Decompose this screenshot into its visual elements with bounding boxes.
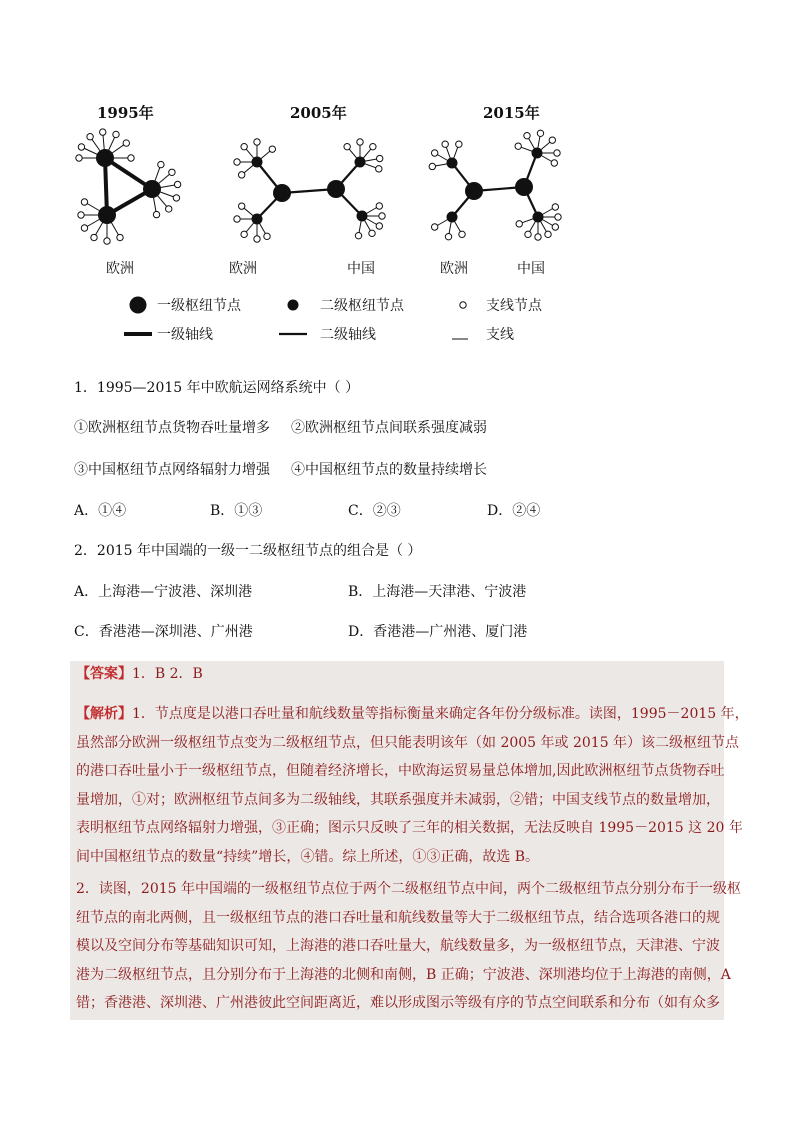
- hub2-node: [447, 158, 458, 169]
- branch-node: [166, 206, 172, 212]
- q1-statement-1: ①欧洲枢纽节点货物吞吐量增多: [74, 420, 270, 436]
- branch-node: [264, 233, 270, 239]
- branch-node: [535, 234, 541, 240]
- branch-node: [552, 224, 558, 230]
- branch-node: [234, 159, 240, 165]
- hub1-node: [515, 178, 533, 196]
- q1-statement-3: ③中国枢纽节点网络辐射力增强: [74, 462, 270, 478]
- legend-axis2-label: 二级轴线: [320, 327, 376, 343]
- q2-option-a[interactable]: A．上海港—宁波港、深圳港: [74, 584, 253, 600]
- branch-node: [379, 213, 385, 219]
- q2-option-c[interactable]: C．香港港—深圳港、广州港: [74, 624, 253, 640]
- branch-node: [104, 238, 110, 244]
- branch-node: [515, 143, 521, 149]
- branch-node: [174, 181, 180, 187]
- q1-stem: 1．1995—2015 年中欧航运网络系统中（ ）: [74, 380, 360, 396]
- analysis-tag: 【解析】: [76, 706, 132, 722]
- q1-option-b[interactable]: B．①③: [210, 503, 263, 519]
- branch-node: [254, 236, 260, 242]
- answer-tag: 【答案】: [76, 666, 132, 682]
- hub1-node: [465, 182, 483, 200]
- region-label-europe-1995: 欧洲: [106, 261, 134, 277]
- branch-node: [459, 231, 465, 237]
- branch-node: [254, 139, 260, 145]
- branch-node: [524, 132, 530, 138]
- analysis-line: 【解析】1．节点度是以港口吞吐量和航线数量等指标衡量来确定各年份分级标准。读图，1995－2015 年，: [76, 706, 749, 722]
- branch-node: [445, 233, 451, 239]
- analysis-line: 间中国枢纽节点的数量“持续”增长，④错。综上所述，①③正确，故选 B。: [76, 848, 540, 865]
- q2-stem: 2．2015 年中国端的一级一二级枢纽节点的组合是（ ）: [74, 543, 422, 559]
- branch-node: [555, 214, 561, 220]
- branch-node: [456, 141, 462, 147]
- legend-branch-node-symbol: [460, 302, 466, 308]
- q1-statement-4: ④中国枢纽节点的数量持续增长: [291, 462, 487, 478]
- legend-hub1-symbol: [130, 297, 147, 314]
- branch-node: [376, 203, 382, 209]
- hub2-node: [355, 157, 366, 168]
- branch-node: [158, 161, 164, 167]
- branch-node: [78, 212, 84, 218]
- branch-node: [238, 203, 244, 209]
- region-label-europe-2015: 欧洲: [440, 261, 468, 277]
- q2-option-d[interactable]: D．香港港—广州港、厦门港: [348, 624, 528, 640]
- legend-branch-node-label: 支线节点: [486, 298, 542, 314]
- branch-node: [153, 211, 159, 217]
- region-label-china-2015: 中国: [517, 261, 545, 277]
- branch-node: [376, 166, 382, 172]
- analysis-paragraph-2: [76, 875, 741, 1018]
- branch-node: [78, 144, 84, 150]
- region-label-china-2005: 中国: [347, 261, 375, 277]
- q1-option-c[interactable]: C．②③: [348, 503, 401, 519]
- legend-branch-label: 支线: [486, 327, 514, 343]
- analysis-line: 纽节点的南北两侧，且一级枢纽节点的港口吞吐量和航线数量等大于二级枢纽节点，结合选项各港口的规: [76, 909, 720, 926]
- branch-node: [442, 141, 448, 147]
- branch-node: [81, 225, 87, 231]
- analysis-line: 表明枢纽节点网络辐射力增强，③正确；图示只反映了三年的相关数据，无法反映自 1995－2015 这 20 年: [76, 820, 743, 836]
- branch-node: [238, 172, 244, 178]
- analysis-line: 港为二级枢纽节点，且分别分布于上海港的北侧和南侧，B 正确；宁波港、深圳港均位于上海港的南侧，A: [76, 966, 731, 983]
- hub1-node: [273, 184, 291, 202]
- branch-node: [81, 199, 87, 205]
- q1-option-d[interactable]: D．②④: [487, 503, 541, 519]
- analysis-line: 的港口吞吐量小于一级枢纽节点，但随着经济增长，中欧海运贸易量总体增加,因此欧洲枢纽节点货物吞吐: [76, 763, 725, 779]
- hub2-node: [252, 214, 263, 225]
- legend-hub2-symbol: [288, 300, 299, 311]
- q1-statement-2: ②欧洲枢纽节点间联系强度减弱: [291, 420, 487, 436]
- branch-node: [91, 234, 97, 240]
- branch-node: [549, 137, 555, 143]
- branch-node: [552, 204, 558, 210]
- analysis-line: 量增加，①对；欧洲枢纽节点间多为二级轴线，其联系强度并未减弱，②错；中国支线节点的数量增加，: [76, 791, 720, 808]
- branch-node: [87, 134, 93, 140]
- year-label-2005: 2005年: [290, 104, 347, 122]
- branch-node: [551, 160, 557, 166]
- legend-axis1-label: 一级轴线: [157, 327, 213, 343]
- branch-node: [429, 163, 435, 169]
- network-figure: [0, 0, 794, 360]
- branch-node: [357, 139, 363, 145]
- branch-node: [525, 231, 531, 237]
- hub1-node: [143, 180, 161, 198]
- hub2-node: [532, 148, 543, 159]
- branch-node: [376, 155, 382, 161]
- branch-node: [123, 140, 129, 146]
- branch-node: [76, 155, 82, 161]
- year-label-1995: 1995年: [97, 104, 154, 122]
- answer-line: [76, 664, 203, 684]
- region-label-europe-2005: 欧洲: [229, 261, 257, 277]
- q1-option-a[interactable]: A．①④: [74, 503, 127, 519]
- branch-node: [554, 150, 560, 156]
- hub1-node: [96, 149, 114, 167]
- branch-node: [113, 131, 119, 137]
- branch-node: [241, 143, 247, 149]
- hub2-node: [533, 212, 544, 223]
- hub2-node: [252, 157, 263, 168]
- branch-node: [376, 223, 382, 229]
- branch-node: [169, 169, 175, 175]
- legend-hub1-label: 一级枢纽节点: [157, 298, 241, 314]
- branch-node: [355, 232, 361, 238]
- analysis-line: 虽然部分欧洲一级枢纽节点变为二级枢纽节点，但只能表明该年（如 2005 年或 2015 年）该二级枢纽节点: [76, 734, 740, 751]
- legend: [124, 297, 543, 344]
- branch-node: [516, 221, 522, 227]
- branch-node: [431, 150, 437, 156]
- hub2-node: [447, 212, 458, 223]
- branch-node: [370, 143, 376, 149]
- branch-node: [234, 216, 240, 222]
- legend-hub2-label: 二级枢纽节点: [320, 298, 404, 314]
- analysis-line: 模以及空间分布等基础知识可知，上海港的港口吞吐量大，航线数量多，为一级枢纽节点，天津港、宁波: [76, 938, 720, 954]
- branch-node: [369, 230, 375, 236]
- hub2-node: [357, 211, 368, 222]
- hub1-node: [327, 180, 345, 198]
- hub1-node: [98, 206, 116, 224]
- analysis-paragraph-1: [76, 700, 749, 871]
- branch-node: [545, 231, 551, 237]
- analysis-line: 错；香港港、深圳港、广州港彼此空间距离近，难以形成图示等级有序的节点空间联系和分布（如有众多: [76, 995, 720, 1011]
- branch-node: [117, 234, 123, 240]
- branch-node: [269, 146, 275, 152]
- branch-node: [344, 143, 350, 149]
- q2-option-b[interactable]: B．上海港—天津港、宁波港: [348, 584, 527, 600]
- year-label-2015: 2015年: [483, 104, 540, 122]
- branch-node: [128, 155, 134, 161]
- branch-node: [537, 130, 543, 136]
- branch-node: [173, 195, 179, 201]
- branch-node: [431, 224, 437, 230]
- analysis-line: 2．读图，2015 年中国端的一级枢纽节点位于两个二级枢纽节点中间，两个二级枢纽节点分别分布于一级枢: [76, 881, 741, 897]
- branch-node: [100, 129, 106, 135]
- answer-text: 1．B 2．B: [132, 666, 203, 682]
- branch-node: [241, 231, 247, 237]
